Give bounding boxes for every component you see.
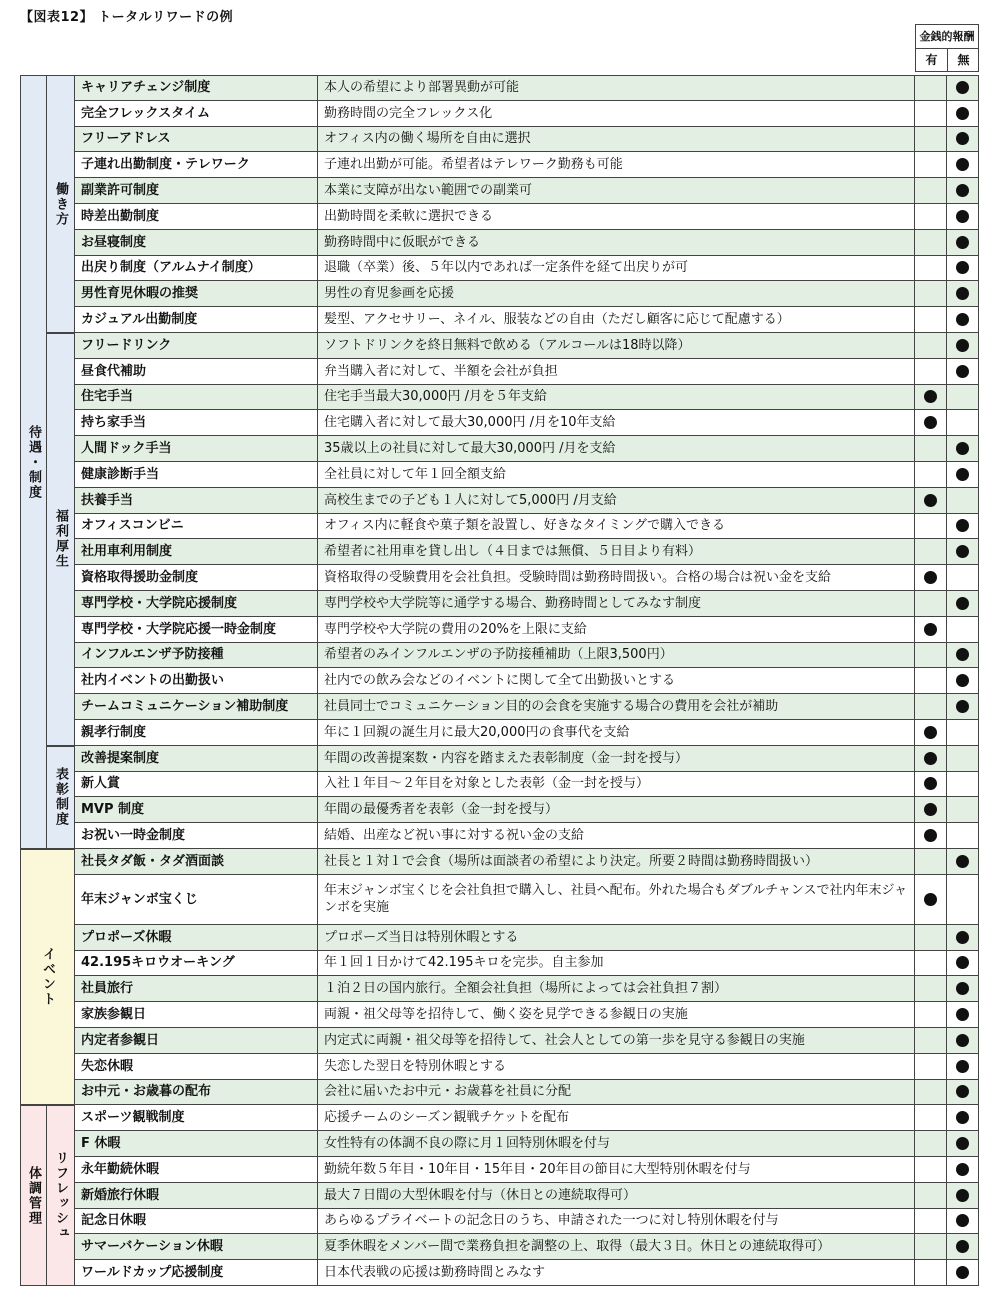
reward-name: 人間ドック手当: [75, 436, 318, 462]
monetary-no-dot: [956, 1111, 969, 1124]
monetary-no-dot: [956, 236, 969, 249]
reward-description: 社員同士でコミュニケーション目的の会食を実施する場合の費用を会社が補助: [318, 694, 915, 720]
reward-description: 年に１回親の誕生月に最大20,000円の食事代を支給: [318, 720, 915, 746]
monetary-yes-dot: [924, 390, 937, 403]
monetary-no-cell: [947, 1002, 979, 1028]
monetary-no-cell: [947, 823, 979, 849]
reward-name: 完全フレックスタイム: [75, 101, 318, 127]
monetary-no-cell: [947, 101, 979, 127]
monetary-no-dot: [956, 365, 969, 378]
monetary-no-dot: [956, 1137, 969, 1150]
monetary-no-dot: [956, 158, 969, 171]
reward-name: サマーバケーション休暇: [75, 1234, 318, 1260]
monetary-yes-cell: [915, 1054, 947, 1080]
subcategory-text: 働き方: [53, 181, 68, 227]
reward-name: 専門学校・大学院応援一時金制度: [75, 617, 318, 643]
reward-description: 本業に支障が出ない範囲での副業可: [318, 178, 915, 204]
monetary-no-cell: [947, 436, 979, 462]
monetary-yes-cell: [915, 1157, 947, 1183]
category-label: [20, 1105, 47, 1286]
reward-name: 新婚旅行休暇: [75, 1183, 318, 1209]
monetary-yes-dot: [924, 777, 937, 790]
monetary-no-cell: [947, 1131, 979, 1157]
monetary-no-dot: [956, 210, 969, 223]
monetary-yes-cell: [915, 746, 947, 772]
monetary-no-cell: [947, 204, 979, 230]
monetary-yes-cell: [915, 410, 947, 436]
reward-name: 家族参観日: [75, 1002, 318, 1028]
reward-description: 結婚、出産など祝い事に対する祝い金の支給: [318, 823, 915, 849]
monetary-no-dot: [956, 855, 969, 868]
reward-description: 入社１年目〜２年目を対象とした表彰（金一封を授与）: [318, 772, 915, 798]
reward-name: 親孝行制度: [75, 720, 318, 746]
monetary-no-cell: [947, 668, 979, 694]
monetary-yes-cell: [915, 951, 947, 977]
reward-name: カジュアル出勤制度: [75, 307, 318, 333]
category-text: 待遇・制度: [26, 424, 41, 500]
reward-description: 最大７日間の大型休暇を付与（休日との連続取得可）: [318, 1183, 915, 1209]
monetary-yes-cell: [915, 1260, 947, 1286]
monetary-no-cell: [947, 127, 979, 153]
reward-description: 髪型、アクセサリー、ネイル、服装などの自由（ただし顧客に応じて配慮する）: [318, 307, 915, 333]
monetary-no-cell: [947, 281, 979, 307]
monetary-no-dot: [956, 597, 969, 610]
monetary-no-dot: [956, 674, 969, 687]
reward-description: 住宅購入者に対して最大30,000円 /月を10年支給: [318, 410, 915, 436]
monetary-no-dot: [956, 107, 969, 120]
reward-name: 社用車利用制度: [75, 539, 318, 565]
reward-name: 健康診断手当: [75, 462, 318, 488]
monetary-yes-cell: [915, 333, 947, 359]
reward-name: キャリアチェンジ制度: [75, 75, 318, 101]
reward-name: 失恋休暇: [75, 1054, 318, 1080]
monetary-yes-cell: [915, 1209, 947, 1235]
figure-title: 【図表12】 トータルリワードの例: [20, 10, 234, 25]
reward-name: オフィスコンビニ: [75, 514, 318, 540]
reward-description: 年間の最優秀者を表彰（金一封を授与）: [318, 797, 915, 823]
reward-name: 住宅手当: [75, 385, 318, 411]
reward-name: 子連れ出勤制度・テレワーク: [75, 152, 318, 178]
reward-description: 子連れ出勤が可能。希望者はテレワーク勤務も可能: [318, 152, 915, 178]
monetary-no-cell: [947, 75, 979, 101]
subcategory-text: リフレッシュ: [53, 1150, 68, 1241]
reward-name: F 休暇: [75, 1131, 318, 1157]
reward-description: １泊２日の国内旅行。全額会社負担（場所によっては会社負担７割）: [318, 976, 915, 1002]
reward-name: 社内イベントの出勤扱い: [75, 668, 318, 694]
monetary-no-cell: [947, 591, 979, 617]
monetary-no-dot: [956, 132, 969, 145]
monetary-no-cell: [947, 1183, 979, 1209]
monetary-no-cell: [947, 307, 979, 333]
subcategory-text: 表彰制度: [53, 767, 68, 828]
reward-name: 資格取得援助金制度: [75, 565, 318, 591]
reward-name: 副業許可制度: [75, 178, 318, 204]
monetary-yes-cell: [915, 307, 947, 333]
monetary-yes-dot: [924, 494, 937, 507]
monetary-no-cell: [947, 565, 979, 591]
monetary-no-dot: [956, 1085, 969, 1098]
monetary-no-dot: [956, 468, 969, 481]
reward-description: 35歳以上の社員に対して最大30,000円 /月を支給: [318, 436, 915, 462]
subcategory-text: 福利厚生: [53, 509, 68, 570]
monetary-no-cell: [947, 152, 979, 178]
reward-description: 本人の希望により部署異動が可能: [318, 75, 915, 101]
monetary-no-cell: [947, 617, 979, 643]
monetary-yes-cell: [915, 230, 947, 256]
reward-description: 全社員に対して年１回全額支給: [318, 462, 915, 488]
reward-description: 出勤時間を柔軟に選択できる: [318, 204, 915, 230]
monetary-no-cell: [947, 694, 979, 720]
reward-description: 夏季休暇をメンバー間で業務負担を調整の上、取得（最大３日。休日との連続取得可）: [318, 1234, 915, 1260]
reward-name: 持ち家手当: [75, 410, 318, 436]
reward-description: 資格取得の受験費用を会社負担。受験時間は勤務時間扱い。合格の場合は祝い金を支給: [318, 565, 915, 591]
monetary-yes-cell: [915, 1028, 947, 1054]
monetary-yes-cell: [915, 514, 947, 540]
reward-description: 退職（卒業）後、５年以内であれば一定条件を経て出戻りが可: [318, 256, 915, 282]
monetary-no-dot: [956, 1060, 969, 1073]
monetary-yes-cell: [915, 1234, 947, 1260]
monetary-yes-dot: [924, 803, 937, 816]
reward-description: 年間の改善提案数・内容を踏まえた表彰制度（金一封を授与）: [318, 746, 915, 772]
monetary-no-cell: [947, 462, 979, 488]
category-label: [20, 75, 47, 849]
monetary-no-cell: [947, 951, 979, 977]
reward-description: 希望者のみインフルエンザの予防接種補助（上限3,500円）: [318, 643, 915, 669]
monetary-yes-cell: [915, 617, 947, 643]
monetary-no-cell: [947, 1260, 979, 1286]
monetary-no-cell: [947, 256, 979, 282]
monetary-no-cell: [947, 385, 979, 411]
monetary-yes-dot: [924, 829, 937, 842]
monetary-no-dot: [956, 339, 969, 352]
monetary-yes-cell: [915, 643, 947, 669]
monetary-no-cell: [947, 359, 979, 385]
monetary-no-dot: [956, 1034, 969, 1047]
reward-description: 勤続年数５年目・10年目・15年目・20年目の節目に大型特別休暇を付与: [318, 1157, 915, 1183]
monetary-no-cell: [947, 1209, 979, 1235]
reward-name: 永年勤続休暇: [75, 1157, 318, 1183]
monetary-no-dot: [956, 956, 969, 969]
monetary-no-cell: [947, 1054, 979, 1080]
monetary-reward-label: 金銭的報酬: [916, 25, 978, 49]
reward-description: 男性の育児参画を応援: [318, 281, 915, 307]
monetary-yes-cell: [915, 591, 947, 617]
monetary-no-dot: [956, 545, 969, 558]
monetary-yes-cell: [915, 797, 947, 823]
subcategory-label: [47, 333, 75, 746]
monetary-yes-cell: [915, 152, 947, 178]
reward-description: 高校生までの子ども１人に対して5,000円 /月支給: [318, 488, 915, 514]
reward-description: 住宅手当最大30,000円 /月を５年支給: [318, 385, 915, 411]
monetary-no-cell: [947, 230, 979, 256]
monetary-yes-cell: [915, 204, 947, 230]
reward-name: お祝い一時金制度: [75, 823, 318, 849]
monetary-no-cell: [947, 1028, 979, 1054]
monetary-no-dot: [956, 1266, 969, 1279]
reward-name: お中元・お歳暮の配布: [75, 1080, 318, 1106]
monetary-yes-cell: [915, 75, 947, 101]
monetary-no-dot: [956, 1240, 969, 1253]
monetary-no-dot: [956, 81, 969, 94]
monetary-no-cell: [947, 772, 979, 798]
reward-description: 両親・祖父母等を招待して、働く姿を見学できる参観日の実施: [318, 1002, 915, 1028]
monetary-no-dot: [956, 931, 969, 944]
monetary-no-cell: [947, 410, 979, 436]
monetary-no-dot: [956, 1214, 969, 1227]
column-yes-label: 有: [916, 49, 948, 72]
monetary-yes-cell: [915, 281, 947, 307]
monetary-no-cell: [947, 1105, 979, 1131]
reward-description: あらゆるプライベートの記念日のうち、申請された一つに対し特別休暇を付与: [318, 1209, 915, 1235]
monetary-yes-dot: [924, 752, 937, 765]
monetary-no-cell: [947, 643, 979, 669]
monetary-yes-cell: [915, 436, 947, 462]
monetary-no-dot: [956, 287, 969, 300]
monetary-yes-cell: [915, 1183, 947, 1209]
category-label: [20, 849, 75, 1105]
reward-name: 時差出勤制度: [75, 204, 318, 230]
monetary-yes-cell: [915, 823, 947, 849]
monetary-no-cell: [947, 1157, 979, 1183]
monetary-yes-cell: [915, 488, 947, 514]
reward-description: プロポーズ当日は特別休暇とする: [318, 925, 915, 951]
monetary-no-cell: [947, 1080, 979, 1106]
monetary-yes-cell: [915, 668, 947, 694]
reward-name: 社員旅行: [75, 976, 318, 1002]
reward-description: 社長と１対１で会食（場所は面談者の希望により決定。所要２時間は勤務時間扱い）: [318, 849, 915, 875]
monetary-yes-cell: [915, 1002, 947, 1028]
monetary-no-cell: [947, 976, 979, 1002]
monetary-no-cell: [947, 875, 979, 925]
reward-name: フリードリンク: [75, 333, 318, 359]
subcategory-label: [47, 746, 75, 849]
monetary-yes-dot: [924, 726, 937, 739]
monetary-no-cell: [947, 333, 979, 359]
monetary-no-cell: [947, 720, 979, 746]
reward-name: 記念日休暇: [75, 1209, 318, 1235]
reward-name: 専門学校・大学院応援制度: [75, 591, 318, 617]
monetary-yes-cell: [915, 462, 947, 488]
monetary-yes-dot: [924, 416, 937, 429]
reward-name: 男性育児休暇の推奨: [75, 281, 318, 307]
monetary-no-cell: [947, 925, 979, 951]
monetary-no-dot: [956, 261, 969, 274]
monetary-yes-cell: [915, 720, 947, 746]
monetary-yes-cell: [915, 565, 947, 591]
reward-name: 42.195キロウオーキング: [75, 951, 318, 977]
reward-name: フリーアドレス: [75, 127, 318, 153]
monetary-no-dot: [956, 700, 969, 713]
monetary-no-cell: [947, 539, 979, 565]
reward-description: 失恋した翌日を特別休暇とする: [318, 1054, 915, 1080]
reward-name: ワールドカップ応援制度: [75, 1260, 318, 1286]
monetary-yes-cell: [915, 925, 947, 951]
reward-name: チームコミュニケーション補助制度: [75, 694, 318, 720]
reward-description: 年末ジャンボ宝くじを会社負担で購入し、社員へ配布。外れた場合もダブルチャンスで社内年末ジャンボを実施: [318, 875, 915, 925]
monetary-yes-cell: [915, 127, 947, 153]
monetary-yes-dot: [924, 623, 937, 636]
reward-description: オフィス内に軽食や菓子類を設置し、好きなタイミングで購入できる: [318, 514, 915, 540]
reward-name: プロポーズ休暇: [75, 925, 318, 951]
reward-description: 日本代表戦の応援は勤務時間とみなす: [318, 1260, 915, 1286]
monetary-no-cell: [947, 514, 979, 540]
monetary-no-dot: [956, 1189, 969, 1202]
monetary-reward-header: [915, 24, 979, 72]
monetary-yes-cell: [915, 875, 947, 925]
reward-description: 会社に届いたお中元・お歳暮を社員に分配: [318, 1080, 915, 1106]
reward-description: 内定式に両親・祖父母等を招待して、社会人としての第一歩を見守る参観日の実施: [318, 1028, 915, 1054]
monetary-no-cell: [947, 488, 979, 514]
reward-name: MVP 制度: [75, 797, 318, 823]
monetary-yes-cell: [915, 694, 947, 720]
reward-name: 新人賞: [75, 772, 318, 798]
reward-description: 専門学校や大学院の費用の20%を上限に支給: [318, 617, 915, 643]
reward-description: 年１回１日かけて42.195キロを完歩。自主参加: [318, 951, 915, 977]
monetary-no-cell: [947, 1234, 979, 1260]
monetary-yes-cell: [915, 385, 947, 411]
monetary-no-dot: [956, 519, 969, 532]
reward-name: 内定者参観日: [75, 1028, 318, 1054]
monetary-no-dot: [956, 1008, 969, 1021]
reward-name: お昼寝制度: [75, 230, 318, 256]
monetary-yes-cell: [915, 976, 947, 1002]
reward-name: 年末ジャンボ宝くじ: [75, 875, 318, 925]
category-text: イベント: [40, 947, 55, 1008]
reward-description: 応援チームのシーズン観戦チケットを配布: [318, 1105, 915, 1131]
monetary-yes-cell: [915, 359, 947, 385]
monetary-yes-cell: [915, 1080, 947, 1106]
monetary-no-cell: [947, 178, 979, 204]
monetary-no-dot: [956, 313, 969, 326]
monetary-yes-cell: [915, 1105, 947, 1131]
reward-description: 女性特有の体調不良の際に月１回特別休暇を付与: [318, 1131, 915, 1157]
monetary-yes-cell: [915, 256, 947, 282]
reward-name: インフルエンザ予防接種: [75, 643, 318, 669]
monetary-no-dot: [956, 184, 969, 197]
monetary-no-cell: [947, 849, 979, 875]
subcategory-label: [47, 75, 75, 333]
reward-name: 改善提案制度: [75, 746, 318, 772]
monetary-no-dot: [956, 982, 969, 995]
column-no-label: 無: [957, 53, 970, 67]
reward-name: 昼食代補助: [75, 359, 318, 385]
monetary-yes-dot: [924, 571, 937, 584]
reward-description: 専門学校や大学院等に通学する場合、勤務時間としてみなす制度: [318, 591, 915, 617]
monetary-yes-cell: [915, 539, 947, 565]
reward-description: 勤務時間の完全フレックス化: [318, 101, 915, 127]
monetary-yes-cell: [915, 101, 947, 127]
monetary-no-cell: [947, 746, 979, 772]
reward-description: 社内での飲み会などのイベントに関して全て出勤扱いとする: [318, 668, 915, 694]
monetary-yes-cell: [915, 178, 947, 204]
reward-name: 社長タダ飯・タダ酒面談: [75, 849, 318, 875]
monetary-yes-cell: [915, 849, 947, 875]
monetary-no-dot: [956, 1163, 969, 1176]
monetary-yes-cell: [915, 772, 947, 798]
category-text: 体調管理: [26, 1165, 41, 1226]
monetary-no-dot: [956, 648, 969, 661]
reward-name: 扶養手当: [75, 488, 318, 514]
monetary-yes-cell: [915, 1131, 947, 1157]
monetary-no-dot: [956, 442, 969, 455]
monetary-no-cell: [947, 797, 979, 823]
reward-name: 出戻り制度（アルムナイ制度）: [75, 256, 318, 282]
reward-description: 希望者に社用車を貸し出し（４日までは無償、５日目より有料）: [318, 539, 915, 565]
reward-description: 弁当購入者に対して、半額を会社が負担: [318, 359, 915, 385]
reward-description: ソフトドリンクを終日無料で飲める（アルコールは18時以降）: [318, 333, 915, 359]
monetary-yes-dot: [924, 893, 937, 906]
reward-description: 勤務時間中に仮眠ができる: [318, 230, 915, 256]
reward-name: スポーツ観戦制度: [75, 1105, 318, 1131]
subcategory-label: [47, 1105, 75, 1286]
reward-description: オフィス内の働く場所を自由に選択: [318, 127, 915, 153]
